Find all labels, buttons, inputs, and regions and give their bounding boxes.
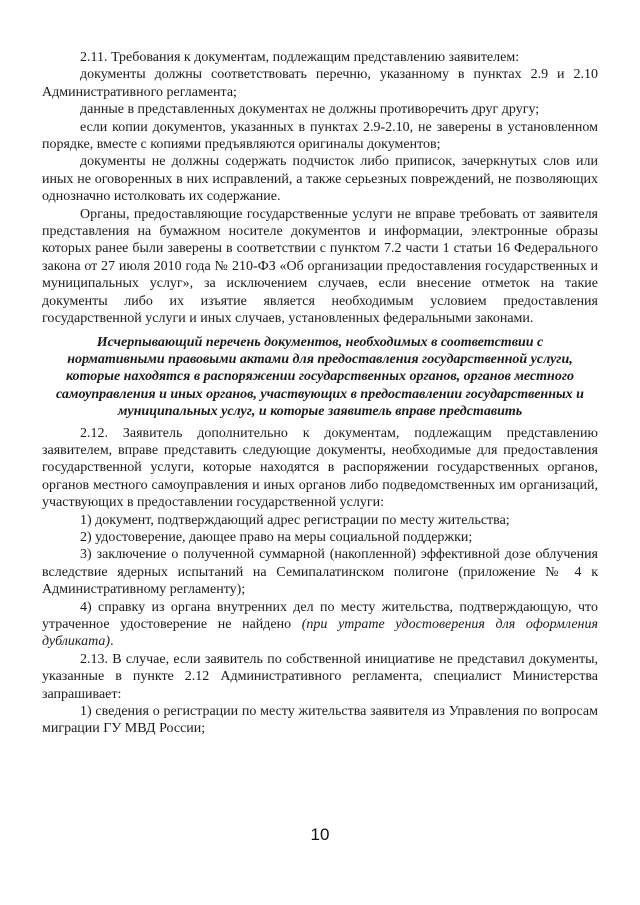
list-item-4-end: . xyxy=(110,634,114,650)
list-item-4-text: 4) справку из органа внутренних дел по месту жительства, подтверждающую, что утраченное удостоверение не найдено xyxy=(42,599,598,632)
list-item-4-note: (при утрате удостоверения для оформления дубликата) xyxy=(42,617,598,650)
paragraph-2-12: 2.12. Заявитель дополнительно к документам, подлежащим представлению заявителем, вправе представить следующие документы, необходимые для предоставления государственной услуги, которые находятся в распоряжении государственных органов, органов местного самоуправления и иных органов либо подведомственных им организаций, участвующих в предоставлении государственной услуги: xyxy=(42,425,598,511)
page-number: 10 xyxy=(310,825,330,844)
paragraph-2-13-item-1: 1) сведения о регистрации по месту жительства заявителя из Управления по вопросам миграции ГУ МВД России; xyxy=(42,704,598,737)
document-page xyxy=(42,49,598,738)
section-heading: Исчерпывающий перечень документов, необходимых в соответствии с нормативными правовыми актами для предоставления государственной услуги, которые находятся в распоряжении государственных органов, органов местного самоуправления и иных органов, участвующих в предоставлении государственных и муниципальных услуг, и которые заявитель вправе представить xyxy=(56,334,584,420)
list-item-3: 3) заключение о полученной суммарной (накопленной) эффективной дозе облучения вследствие ядерных испытаний на Семипалатинском полигоне (приложение № 4 к Административному регламенту); xyxy=(42,547,598,598)
paragraph-2-11: 2.11. Требования к документам, подлежащим представлению заявителем: xyxy=(80,50,520,65)
list-item-2: 2) удостоверение, дающее право на меры социальной поддержки; xyxy=(80,529,473,545)
paragraph-electronic-documents: Органы, предоставляющие государственные услуги не вправе требовать от заявителя представления на бумажном носителе документов и информации, электронные образы которых ранее были заверены в соответствии с пунктом 7.2 части 1 статьи 16 Федерального закона от 27 июля 2010 года № 210-ФЗ «Об организации предоставления государственных и муниципальных услуг», за исключением случаев, если внесение отметок на такие документы либо их изъятие является необходимым условием предоставления государственной услуги и иных случаев, установленных федеральными законами. xyxy=(42,206,598,327)
list-item-4 xyxy=(42,599,598,651)
paragraph-requirement-copies: если копии документов, указанных в пунктах 2.9-2.10, не заверены в установленном порядке, вместе с копиями предъявляются оригиналы документов; xyxy=(42,119,598,153)
list-item-1: 1) документ, подтверждающий адрес регистрации по месту жительства; xyxy=(80,512,510,528)
paragraph-2-13: 2.13. В случае, если заявитель по собственной инициативе не представил документы, указанные в пункте 2.12 Административного регламента, специалист Министерства запрашивает: xyxy=(42,651,598,702)
paragraph-requirement-list: документы должны соответствовать перечню, указанному в пунктах 2.9 и 2.10 Административного регламента; xyxy=(42,67,598,100)
paragraph-requirement-consistency: данные в представленных документах не должны противоречить друг другу; xyxy=(80,102,540,118)
paragraph-requirement-corrections: документы не должны содержать подчисток либо приписок, зачеркнутых слов или иных не оговоренных в них исправлений, а также серьезных повреждений, не позволяющих однозначно истолковать их содержание. xyxy=(42,154,598,205)
